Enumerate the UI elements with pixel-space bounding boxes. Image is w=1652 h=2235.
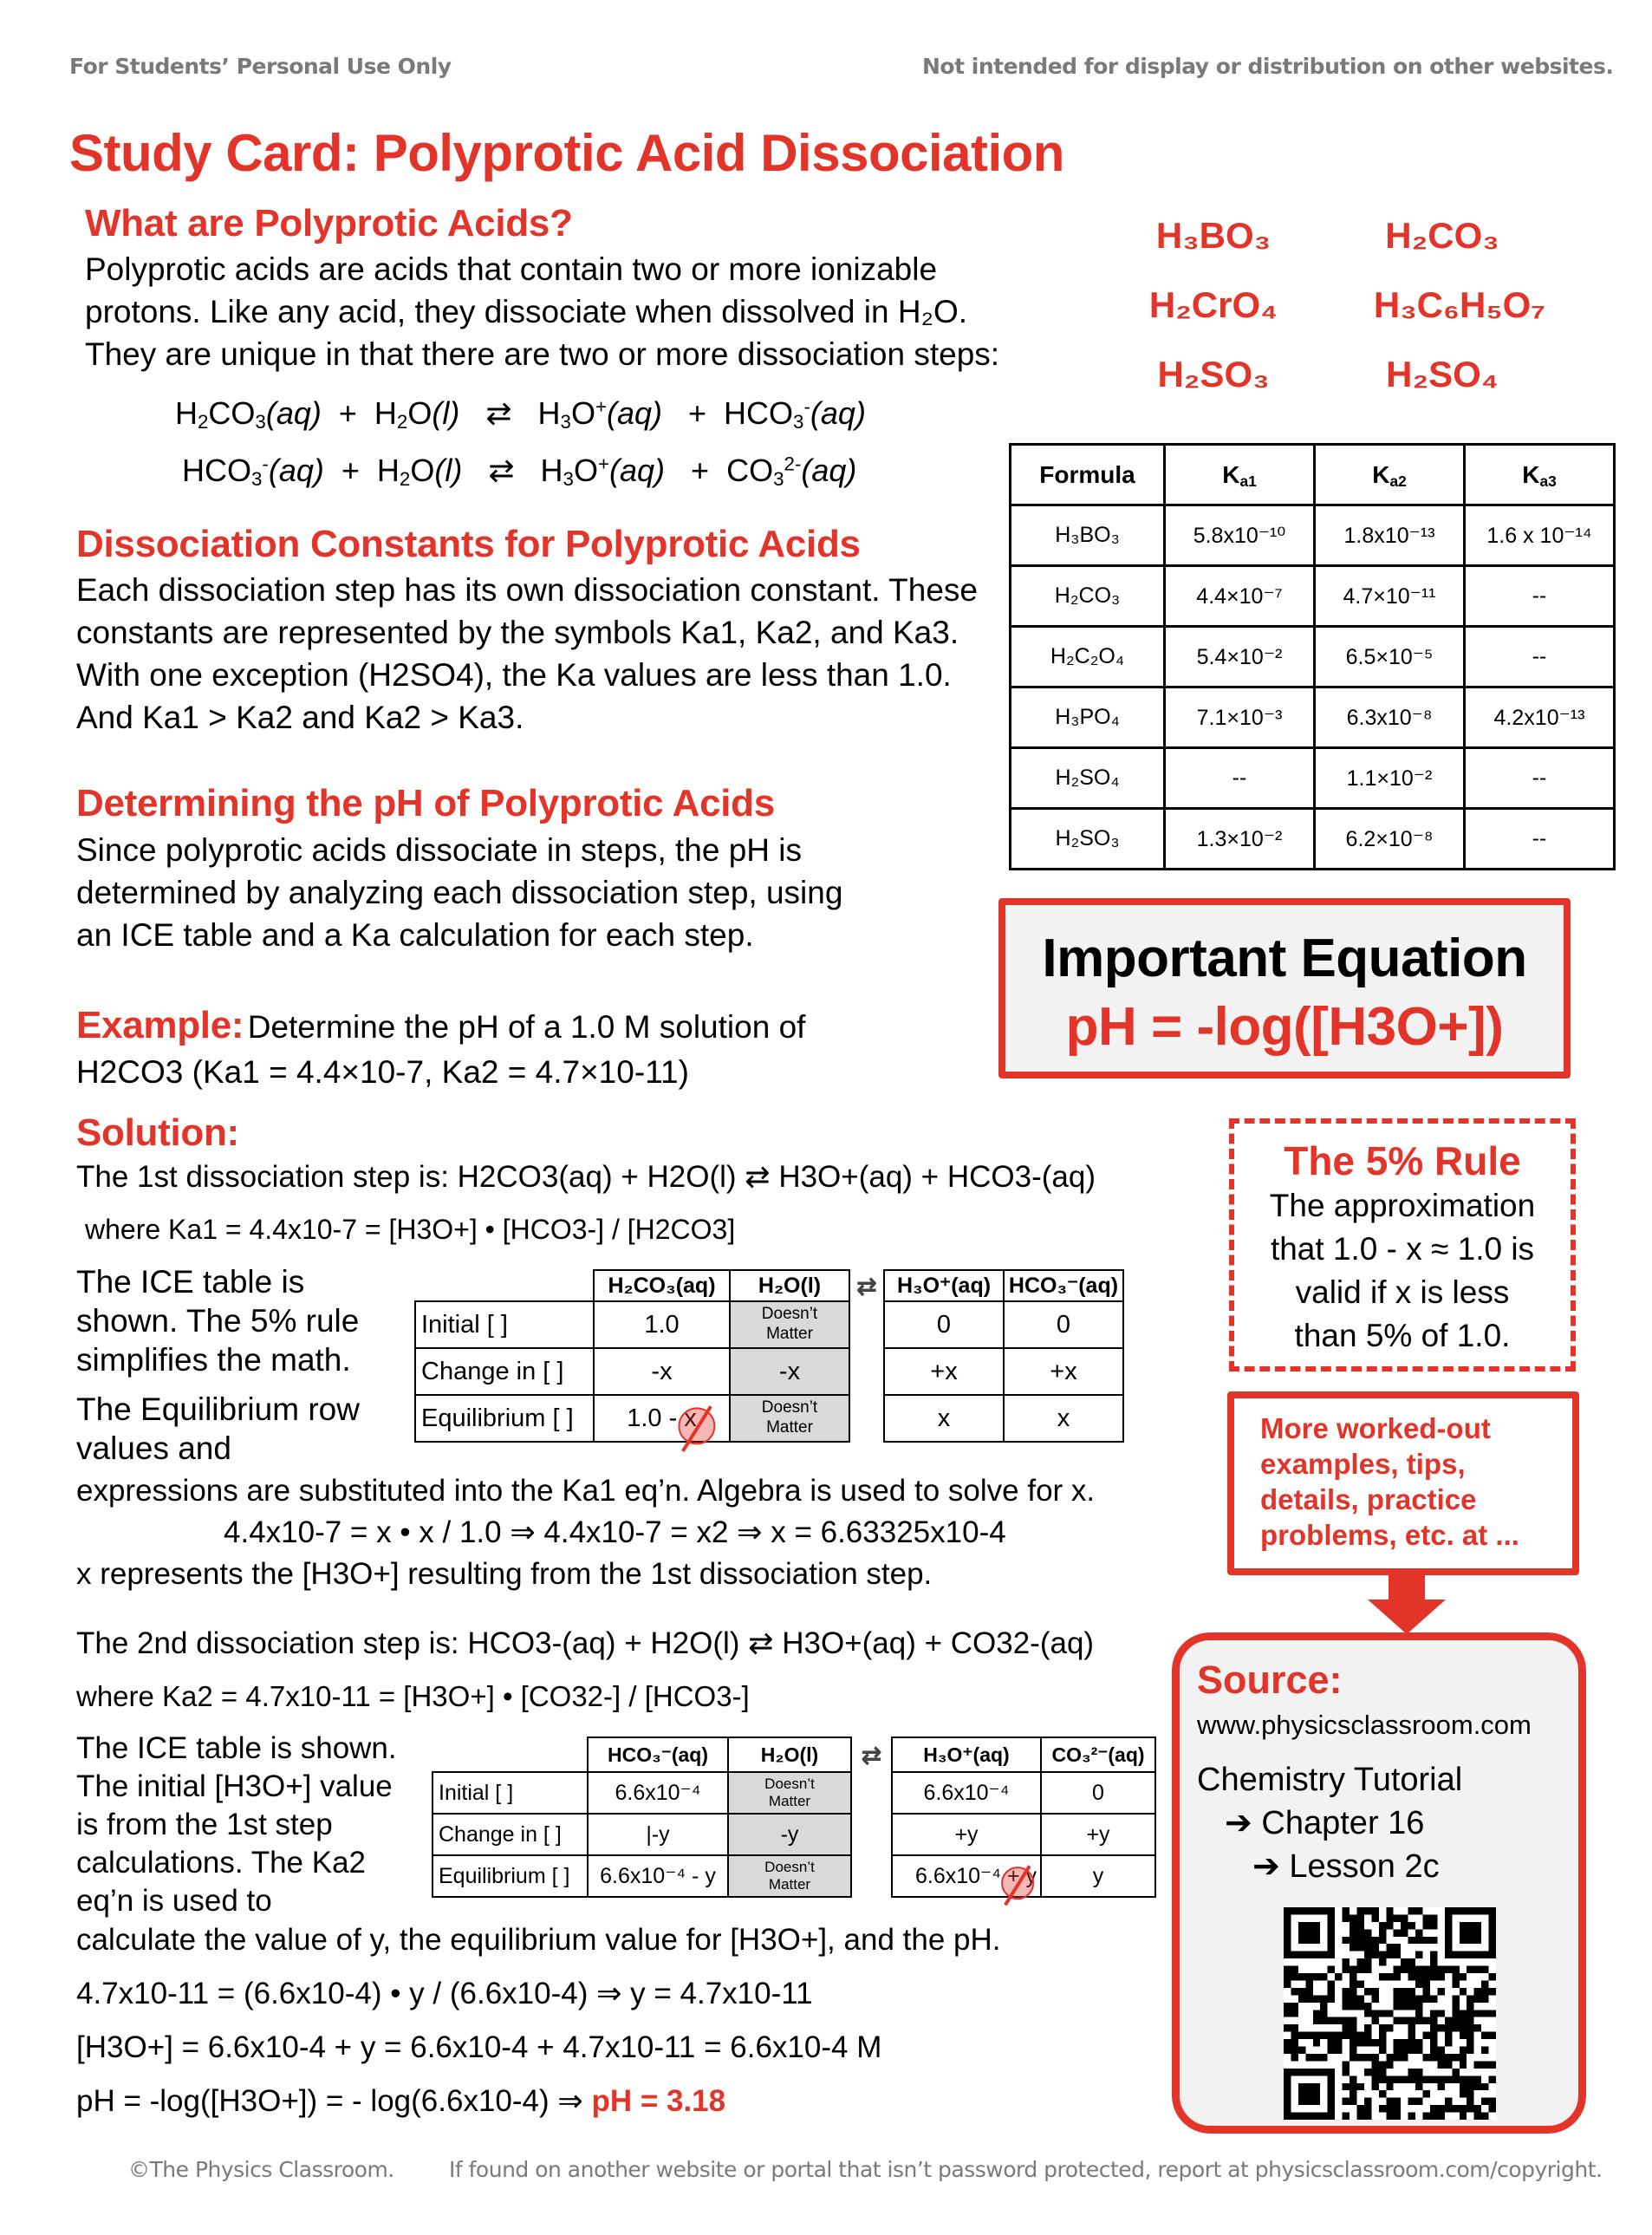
acid-example: H₃C₆H₅O₇ — [1373, 284, 1546, 325]
rule-line: than 5% of 1.0. — [1294, 1318, 1511, 1353]
ice-row-label: Initial [ ] — [415, 1301, 594, 1348]
what-line-1: Polyprotic acids are acids that contain two or more ionizable — [85, 251, 938, 287]
more-info-box — [1227, 1391, 1579, 1575]
source-url-link[interactable]: www.physicsclassroom.com — [1197, 1710, 1532, 1740]
ice-cell: y — [1041, 1855, 1155, 1897]
ka-table-header — [1011, 445, 1615, 505]
table-row — [1011, 505, 1615, 566]
ice-row-label: Initial [ ] — [433, 1772, 588, 1814]
right-arrow-icon: ➔ — [1225, 1805, 1262, 1841]
table-row — [1011, 809, 1615, 870]
ice-gap — [851, 1814, 892, 1855]
more-info-line: examples, tips, — [1260, 1448, 1466, 1480]
example-statement — [76, 1004, 805, 1047]
source-title: Source: — [1197, 1658, 1343, 1702]
ka-header-formula: Formula — [1011, 445, 1165, 505]
more-info-text — [1234, 1398, 1572, 1553]
calc-x: 4.4x10-7 = x • x / 1.0 ⇒ 4.4x10-7 = x2 ⇒ x = 6.63325x10-4 — [224, 1515, 1006, 1549]
example-label: Example: — [76, 1004, 244, 1046]
source-chapter — [1225, 1802, 1578, 1845]
ka-cell: 4.7×10⁻¹¹ — [1315, 566, 1465, 627]
ice-gap — [849, 1395, 884, 1442]
reaction-step-1: $H_2CO_3(aq) + H_2O(l)$ ⇄ $H_3O^+(aq) + HCO_3^-(aq)$ — [175, 395, 866, 433]
ice-cell: Doesn’t Matter — [730, 1395, 849, 1442]
more-info-line: details, practice — [1260, 1483, 1477, 1515]
acid-example: H₂SO₄ — [1386, 354, 1499, 394]
ice-blank-cell — [415, 1270, 594, 1301]
ice1-line: The ICE table is — [76, 1264, 305, 1300]
more-info-line: problems, etc. at ... — [1260, 1519, 1519, 1551]
personal-use-note: For Students’ Personal Use Only — [69, 54, 452, 79]
down-arrow-icon — [1359, 1575, 1454, 1636]
ice-cell: x — [1004, 1395, 1123, 1442]
ka-header-ka2: $K_{a2}$ — [1315, 445, 1465, 505]
ice-header: H₂CO₃(aq) — [594, 1270, 730, 1301]
table-row — [1011, 687, 1615, 748]
ice-header-row — [415, 1270, 1123, 1301]
acid-example: H₂CO₃ — [1385, 215, 1499, 256]
ka-cell: H₃BO₃ — [1011, 505, 1165, 566]
ice-cell: +x — [1004, 1348, 1123, 1395]
determining-ph-text — [76, 829, 842, 956]
ph-answer: pH = 3.18 — [591, 2084, 726, 2118]
ka-cell: H₂C₂O₄ — [1011, 627, 1165, 687]
ka-cell: 1.3×10⁻² — [1165, 809, 1315, 870]
acid-example: H₂SO₃ — [1157, 354, 1270, 394]
table-row — [415, 1348, 1123, 1395]
ice-cell: +x — [884, 1348, 1004, 1395]
ice-cell-struck — [594, 1395, 730, 1442]
ice-cell: x — [884, 1395, 1004, 1442]
ice-cell: 6.6x10⁻⁴ — [892, 1772, 1041, 1814]
five-percent-rule-box — [1229, 1118, 1576, 1372]
ice1-explanation — [76, 1262, 360, 1468]
ice1-line: values and — [76, 1430, 231, 1466]
ka-cell: -- — [1465, 627, 1615, 687]
table-row — [415, 1301, 1123, 1348]
ka-cell: 6.2×10⁻⁸ — [1315, 809, 1465, 870]
ice-header: H₂O(l) — [728, 1737, 851, 1772]
ka-cell: 7.1×10⁻³ — [1165, 687, 1315, 748]
x-meaning: x represents the [H3O+] resulting from the 1st dissociation step. — [76, 1557, 933, 1591]
ice2-explanation — [76, 1730, 397, 1920]
ice2-line: is from the 1st step — [76, 1808, 333, 1841]
ice-cell: 0 — [884, 1301, 1004, 1348]
ka-cell: -- — [1465, 748, 1615, 809]
ka-header-ka1: $K_{a1}$ — [1165, 445, 1315, 505]
rule-line: The approximation — [1269, 1188, 1536, 1223]
copyright-text: ©The Physics Classroom. — [128, 2157, 394, 2182]
source-chapter-label: Chapter 16 — [1261, 1805, 1425, 1841]
ka-cell: 6.3x10⁻⁸ — [1315, 687, 1465, 748]
ice2-line: The ICE table is shown. — [76, 1731, 397, 1765]
source-box — [1172, 1632, 1586, 2134]
ka2-expression: where Ka2 = 4.7x10-11 = [H3O+] • [CO32-] / [HCO3-] — [76, 1680, 750, 1712]
ice-cell: Doesn’t Matter — [730, 1301, 849, 1348]
table-row — [1011, 627, 1615, 687]
ice-row-label: Change in [ ] — [415, 1348, 594, 1395]
ph-equation: pH = -log([H3O+]) — [1065, 997, 1504, 1057]
ice-table-2 — [432, 1737, 1156, 1898]
dissociation-constants-text: Each dissociation step has its own dissociation constant. These constants are represented by the symbols Ka1, Ka2, and Ka3. With one exception (H2SO4), the Ka values are less than 1.0. And Ka1 > Ka2 and Ka2 > Ka3. — [76, 572, 979, 735]
ice-gap — [851, 1772, 892, 1814]
ice1-line: The Equilibrium row — [76, 1391, 360, 1427]
ice2-line: calculations. The Ka2 — [76, 1846, 367, 1880]
calc-y: 4.7x10-11 = (6.6x10-4) • y / (6.6x10-4) ⇒ y = 4.7x10-11 — [76, 1977, 813, 2010]
ice-cell-value: 1.0 - x — [627, 1404, 697, 1432]
more-info-line: More worked-out — [1260, 1412, 1491, 1444]
equilibrium-arrow-icon: ⇄ — [849, 1270, 884, 1301]
ka-cell: 5.4×10⁻² — [1165, 627, 1315, 687]
calc-ph-expression: pH = -log([H3O+]) = - log(6.6x10-4) ⇒ — [76, 2084, 583, 2118]
ice-cell: 6.6x10⁻⁴ — [588, 1772, 728, 1814]
ice-header: H₃O⁺(aq) — [884, 1270, 1004, 1301]
ice-cell: 6.6x10⁻⁴ - y — [588, 1855, 728, 1897]
ice-cell: -x — [594, 1348, 730, 1395]
ice-cell: Doesn’t Matter — [728, 1772, 851, 1814]
acid-example: H₃BO₃ — [1155, 215, 1272, 256]
table-row — [1011, 748, 1615, 809]
heading-dissociation-constants: Dissociation Constants for Polyprotic Acids — [76, 523, 861, 565]
page-title: Study Card: Polyprotic Acid Dissociation — [69, 124, 1064, 182]
ice-header: H₂O(l) — [730, 1270, 849, 1301]
ka-cell: H₂SO₃ — [1011, 809, 1165, 870]
ka-cell: 1.6 x 10⁻¹⁴ — [1465, 505, 1615, 566]
right-arrow-icon: ➔ — [1252, 1848, 1290, 1885]
ice-row-label: Equilibrium [ ] — [433, 1855, 588, 1897]
ka-cell: 4.2x10⁻¹³ — [1465, 687, 1615, 748]
five-percent-rule-title: The 5% Rule — [1284, 1138, 1521, 1183]
ice-gap — [849, 1348, 884, 1395]
ice-row-label: Change in [ ] — [433, 1814, 588, 1855]
important-equation-box — [998, 898, 1571, 1078]
ice-cell: 0 — [1041, 1772, 1155, 1814]
ka-cell: 4.4×10⁻⁷ — [1165, 566, 1315, 627]
step2-text: The 2nd dissociation step is: HCO3-(aq) + H2O(l) ⇄ H3O+(aq) + CO32-(aq) — [76, 1626, 1095, 1660]
ka-cell: -- — [1465, 809, 1615, 870]
table-row — [433, 1772, 1155, 1814]
ice-header: HCO₃⁻(aq) — [1004, 1270, 1123, 1301]
example-given: H2CO3 (Ka1 = 4.4×10-7, Ka2 = 4.7×10-11) — [76, 1054, 689, 1090]
heading-determining-ph: Determining the pH of Polyprotic Acids — [76, 782, 775, 824]
ice2-line: The initial [H3O+] value — [76, 1769, 393, 1803]
ice-header: HCO₃⁻(aq) — [588, 1737, 728, 1772]
ice-gap — [849, 1301, 884, 1348]
ka-cell: H₂SO₄ — [1011, 748, 1165, 809]
distribution-note: Not intended for display or distribution on other websites. — [922, 54, 1614, 79]
source-lesson-label: Lesson 2c — [1289, 1848, 1440, 1885]
ice-cell-value: 6.6x10⁻⁴ + y — [915, 1864, 1037, 1888]
ka-cell: -- — [1165, 748, 1315, 809]
ice-header-row — [433, 1737, 1155, 1772]
ka1-expression: where Ka1 = 4.4x10-7 = [H3O+] • [HCO3-] / [H2CO3] — [85, 1214, 736, 1245]
what-are-text — [85, 248, 999, 375]
important-equation-title: Important Equation — [1042, 929, 1527, 988]
table-row — [433, 1855, 1155, 1897]
qr-code[interactable] — [1284, 1907, 1496, 2120]
reaction-step-2: $HCO_3^-(aq) + H_2O(l)$ ⇄ $H_3O^+(aq) + CO_3^{2-}(aq)$ — [182, 453, 857, 490]
ice-cell: 1.0 — [594, 1301, 730, 1348]
ka-header-ka3: $K_{a3}$ — [1465, 445, 1615, 505]
ice-cell: -y — [728, 1814, 851, 1855]
ka-cell: 1.8x10⁻¹³ — [1315, 505, 1465, 566]
solution-label: Solution: — [76, 1111, 239, 1154]
ph-line-1: Since polyprotic acids dissociate in steps, the pH is — [76, 832, 803, 868]
what-line-2: protons. Like any acid, they dissociate when dissolved in H₂O. — [85, 294, 968, 329]
calc-intro: calculate the value of y, the equilibrium value for [H3O+], and the pH. — [76, 1923, 1001, 1957]
ka-cell: 1.1×10⁻² — [1315, 748, 1465, 809]
table-row — [415, 1395, 1123, 1442]
ice-blank-cell — [433, 1737, 588, 1772]
source-tutorial: Chemistry Tutorial — [1197, 1762, 1463, 1798]
what-line-3: They are unique in that there are two or more dissociation steps: — [85, 336, 1000, 372]
calc-ph — [76, 2084, 725, 2119]
ice-cell: -x — [730, 1348, 849, 1395]
ice-gap — [851, 1855, 892, 1897]
table-row — [433, 1814, 1155, 1855]
ice-header: H₃O⁺(aq) — [892, 1737, 1041, 1772]
rule-line: valid if x is less — [1295, 1274, 1510, 1310]
ice-cell: +y — [892, 1814, 1041, 1855]
ice-row-label: Equilibrium [ ] — [415, 1395, 594, 1442]
step1-text: The 1st dissociation step is: H2CO3(aq) + H2O(l) ⇄ H3O+(aq) + HCO3-(aq) — [76, 1160, 1096, 1194]
rule-line: that 1.0 - x ≈ 1.0 is — [1270, 1231, 1535, 1267]
heading-what-are: What are Polyprotic Acids? — [85, 202, 573, 244]
ice1-line: shown. The 5% rule — [76, 1303, 360, 1339]
ice-cell: 0 — [1004, 1301, 1123, 1348]
report-text: If found on another website or portal that isn’t password protected, report at physicsclassroom.com/copyright. — [449, 2157, 1603, 2182]
ph-line-3: an ICE table and a Ka calculation for each step. — [76, 917, 754, 953]
ka-cell: 6.5×10⁻⁵ — [1315, 627, 1465, 687]
ice-header: CO₃²⁻(aq) — [1041, 1737, 1155, 1772]
ice-cell-struck — [892, 1855, 1041, 1897]
ice-table-1 — [414, 1269, 1124, 1443]
ice-cell: +y — [1041, 1814, 1155, 1855]
ka-cell: H₂CO₃ — [1011, 566, 1165, 627]
calc-h3o: [H3O+] = 6.6x10-4 + y = 6.6x10-4 + 4.7x10-11 = 6.6x10-4 M — [76, 2030, 882, 2064]
source-lesson — [1252, 1845, 1578, 1888]
ice-cell: |-y — [588, 1814, 728, 1855]
substitution-text: expressions are substituted into the Ka1 eq’n. Algebra is used to solve for x. — [76, 1474, 1096, 1508]
ice2-line: eq’n is used to — [76, 1884, 272, 1918]
example-text: Determine the pH of a 1.0 M solution of — [247, 1009, 806, 1045]
equilibrium-arrow-icon: ⇄ — [851, 1737, 892, 1772]
ka-cell: -- — [1465, 566, 1615, 627]
ka-cell: 5.8x10⁻¹⁰ — [1165, 505, 1315, 566]
ka-cell: H₃PO₄ — [1011, 687, 1165, 748]
table-row — [1011, 566, 1615, 627]
ice1-line: simplifies the math. — [76, 1342, 351, 1378]
acid-example: H₂CrO₄ — [1148, 284, 1278, 325]
ka-values-table — [1009, 443, 1616, 870]
ph-line-2: determined by analyzing each dissociation step, using — [76, 875, 843, 910]
ice-cell: Doesn’t Matter — [728, 1855, 851, 1897]
